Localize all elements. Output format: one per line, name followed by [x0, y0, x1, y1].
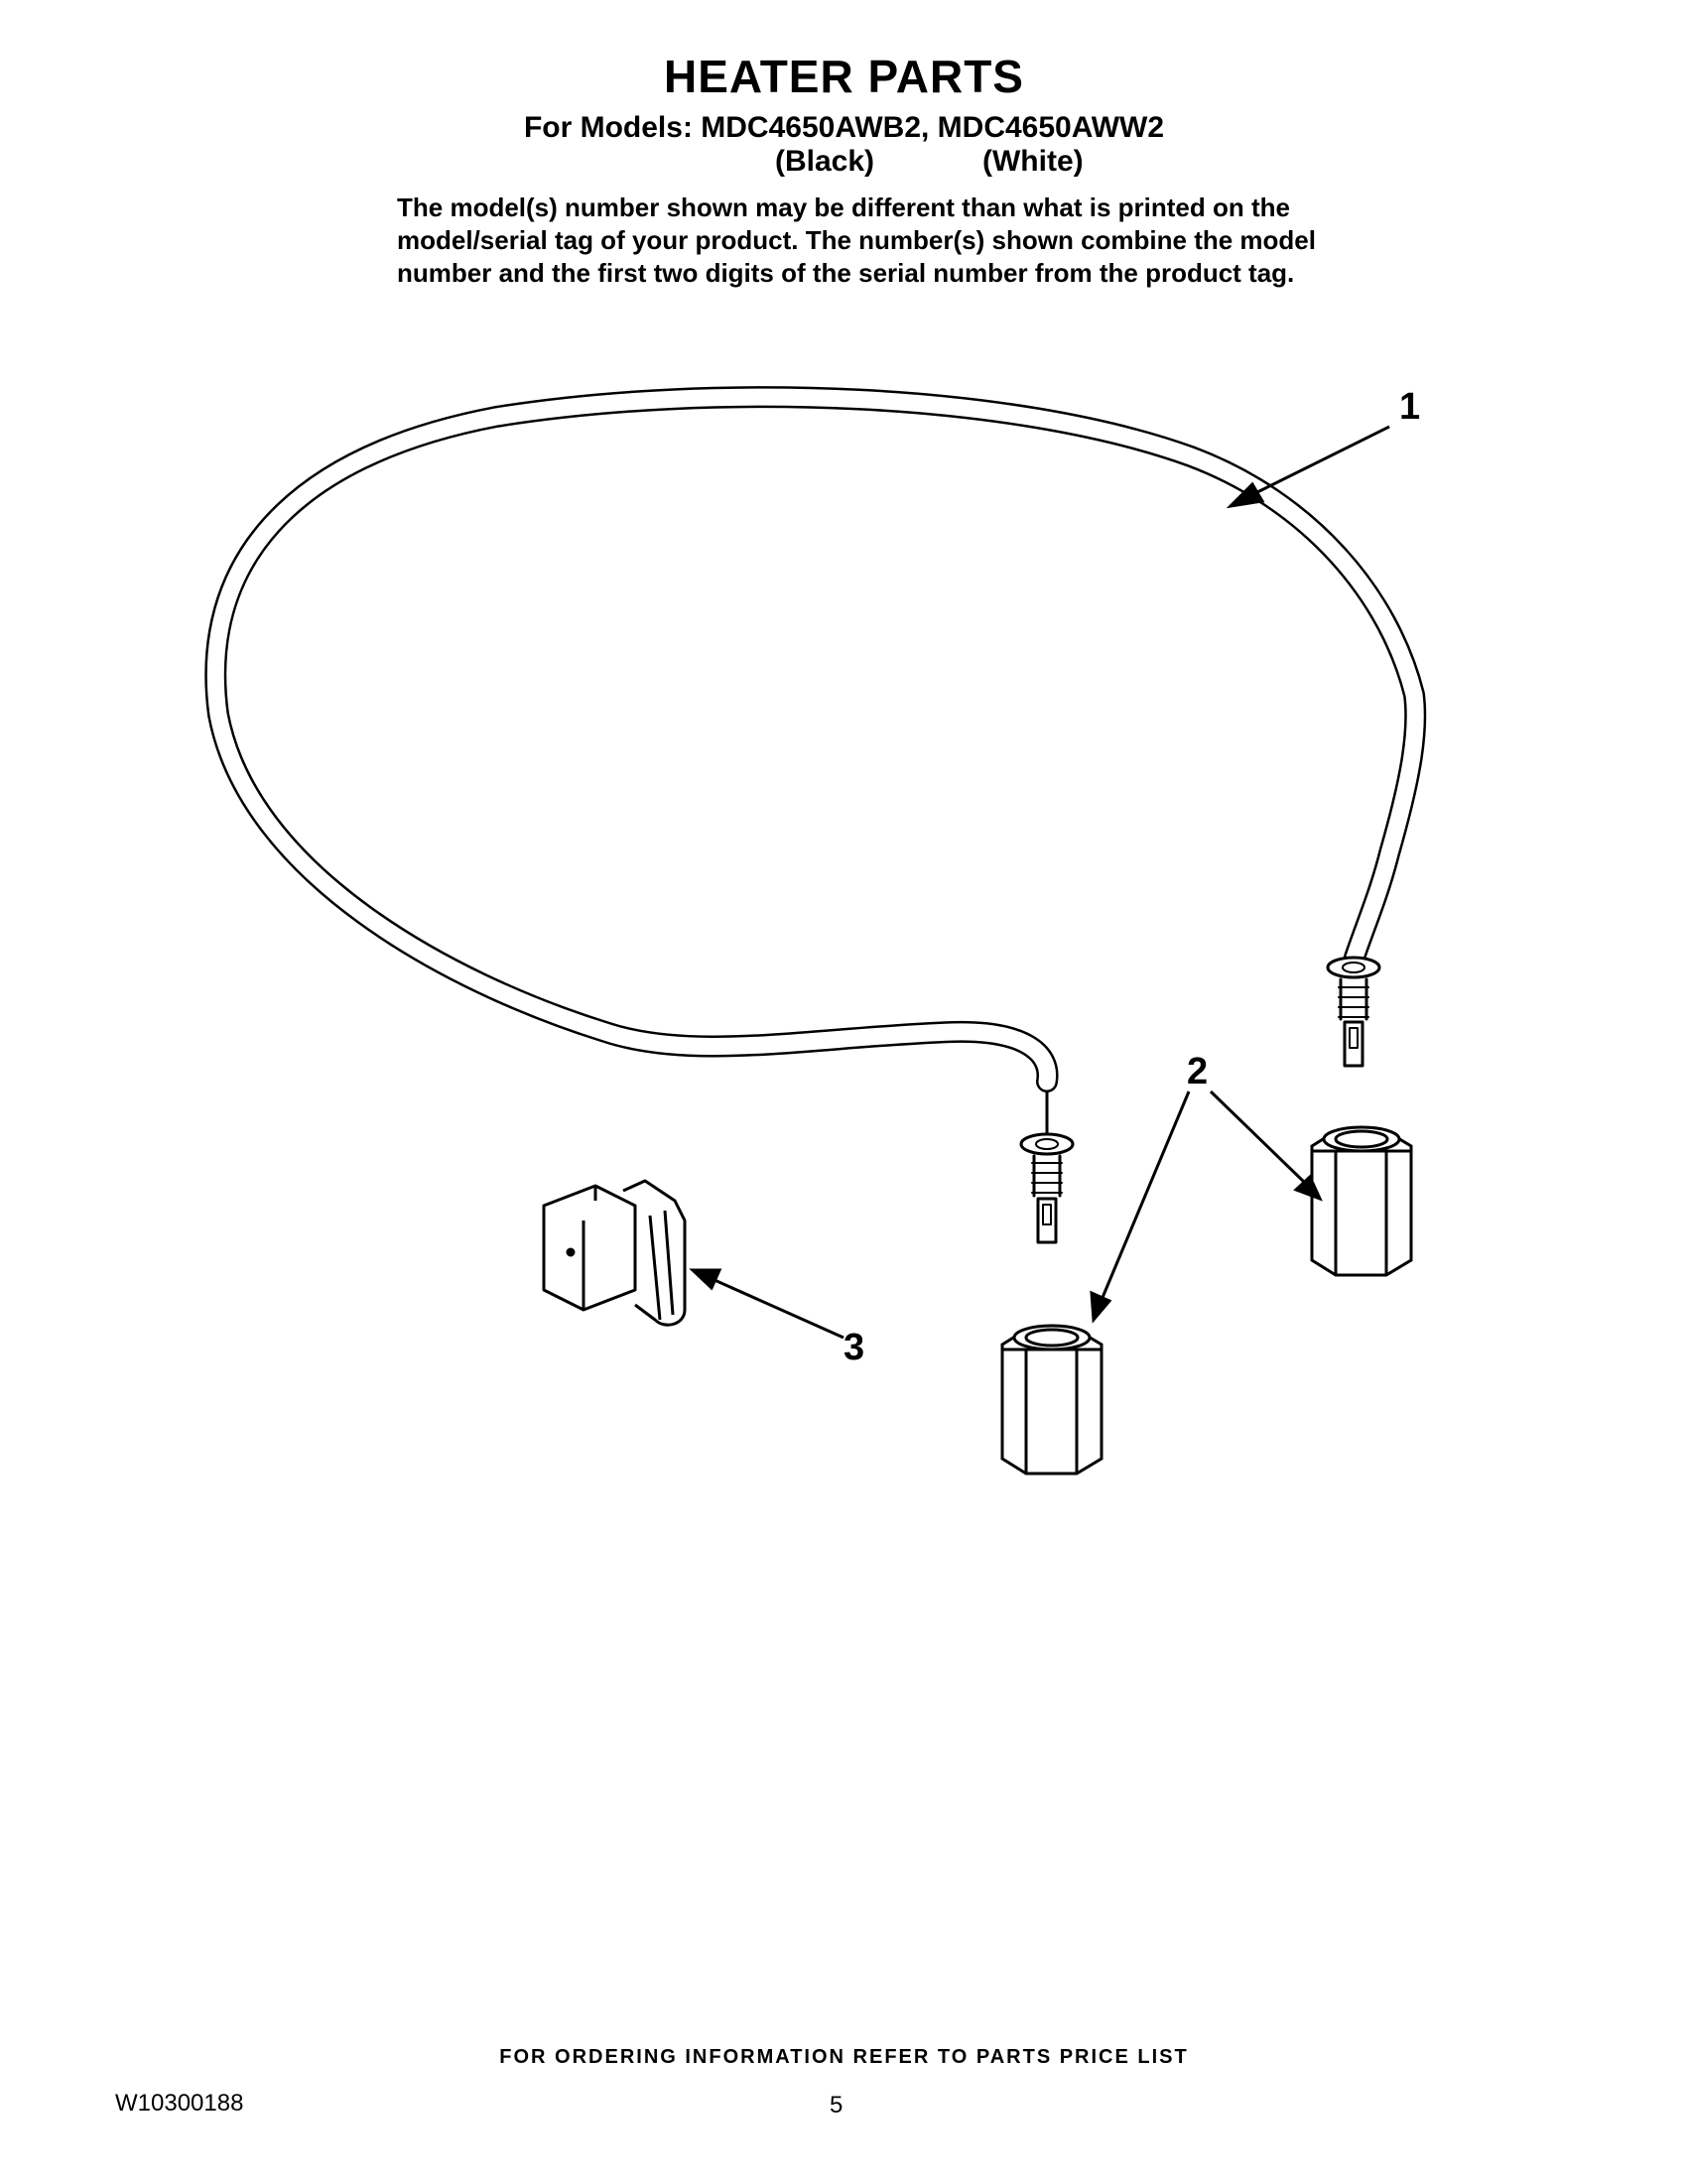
heater-nut-left	[1002, 1326, 1102, 1474]
variant-black: (Black)	[775, 145, 875, 178]
heater-nut-right	[1312, 1127, 1411, 1275]
models-line: For Models: MDC4650AWB2, MDC4650AWW2	[523, 111, 1165, 144]
heater-bracket	[544, 1181, 685, 1325]
ordering-info: FOR ORDERING INFORMATION REFER TO PARTS PRICE LIST	[499, 2046, 1189, 2068]
model-disclaimer: The model(s) number shown may be different than what is printed on the model/serial tag of your product. The number(s) shown combine the model number and the first two digits of the serial number from the product tag.	[397, 193, 1316, 288]
page-number: 5	[830, 2092, 844, 2119]
page-title: HEATER PARTS	[664, 51, 1024, 102]
callout-2: 2	[1187, 1051, 1209, 1092]
document-number: W10300188	[115, 2090, 244, 2117]
callout-1: 1	[1399, 386, 1421, 428]
variant-white: (White)	[982, 145, 1084, 178]
callout-3: 3	[844, 1327, 865, 1368]
